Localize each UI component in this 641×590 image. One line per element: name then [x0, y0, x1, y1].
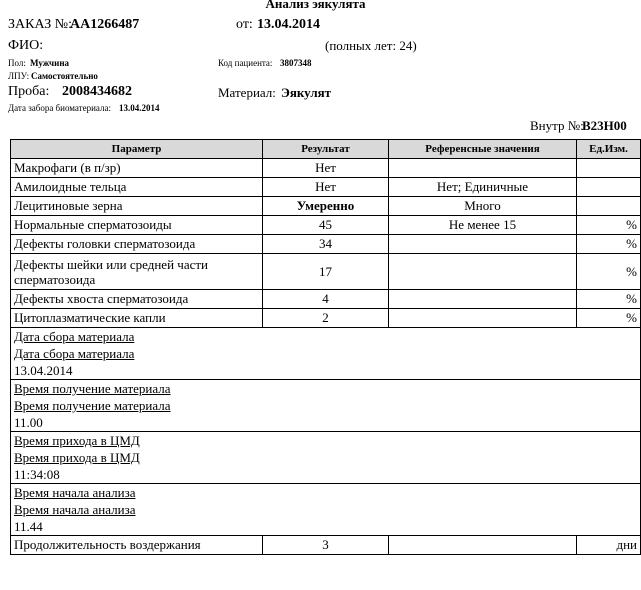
- unit-cell: %: [577, 216, 641, 235]
- internal-label: Внутр №:: [530, 118, 584, 133]
- param-cell: Лецитиновые зерна: [11, 197, 263, 216]
- info-label: Время получение материала: [14, 381, 171, 396]
- column-header-param: Параметр: [11, 140, 263, 159]
- param-cell: Дефекты шейки или средней части сперматозоида: [11, 254, 263, 290]
- sample-label: Проба:: [8, 84, 50, 99]
- material-label: Материал:: [218, 85, 276, 100]
- table-row: [11, 536, 641, 555]
- patient-code-value: 3807348: [280, 58, 312, 68]
- info-value: 11:34:08: [14, 467, 60, 482]
- material-value: Эякулят: [281, 85, 332, 100]
- reference-cell: [389, 536, 577, 555]
- param-cell: Продолжительность воздержания: [11, 536, 263, 555]
- unit-cell: %: [577, 235, 641, 254]
- reference-cell: [389, 159, 577, 178]
- info-row: [11, 328, 641, 380]
- table-row: [11, 159, 641, 178]
- table-row: [11, 309, 641, 328]
- result-cell: 2: [263, 309, 389, 328]
- reference-cell: Нет; Единичные: [389, 178, 577, 197]
- date-value: 13.04.2014: [257, 17, 320, 32]
- unit-cell: [577, 159, 641, 178]
- reference-cell: Много: [389, 197, 577, 216]
- info-row: [11, 432, 641, 484]
- info-row: [11, 484, 641, 536]
- table-row: [11, 235, 641, 254]
- reference-cell: [389, 254, 577, 290]
- order-label: ЗАКАЗ №:: [8, 17, 72, 32]
- info-label: Время прихода в ЦМД: [14, 433, 140, 448]
- collection-date-label: Дата забора биоматериала:: [8, 103, 111, 113]
- info-block-analysis-start: [11, 484, 641, 536]
- unit-cell: дни: [577, 536, 641, 555]
- table-header-row: [11, 140, 641, 159]
- unit-cell: %: [577, 254, 641, 290]
- info-label: Время начала анализа: [14, 502, 136, 517]
- table-row: [11, 178, 641, 197]
- info-value: 11.00: [14, 415, 43, 430]
- lpu-label: ЛПУ:: [8, 71, 30, 81]
- result-cell: Нет: [263, 178, 389, 197]
- param-cell: Нормальные сперматозоиды: [11, 216, 263, 235]
- info-label: Дата сбора материала: [14, 346, 135, 361]
- table-row: [11, 254, 641, 290]
- sample-value: 2008434682: [62, 84, 132, 99]
- param-cell: Цитоплазматические капли: [11, 309, 263, 328]
- info-row: [11, 380, 641, 432]
- reference-cell: Не менее 15: [389, 216, 577, 235]
- column-header-unit: Ед.Изм.: [577, 140, 641, 159]
- result-cell: Нет: [263, 159, 389, 178]
- unit-cell: %: [577, 290, 641, 309]
- table-row: [11, 216, 641, 235]
- results-table: [10, 139, 641, 555]
- info-value: 13.04.2014: [14, 363, 73, 378]
- sex-label: Пол:: [8, 58, 26, 68]
- unit-cell: [577, 178, 641, 197]
- reference-cell: [389, 290, 577, 309]
- info-label: Время начала анализа: [14, 485, 136, 500]
- patient-code-label: Код пациента:: [218, 58, 273, 68]
- age-text: (полных лет: 24): [325, 38, 417, 53]
- table-row: [11, 290, 641, 309]
- result-cell: 4: [263, 290, 389, 309]
- date-label: от:: [236, 17, 253, 32]
- fio-label: ФИО:: [8, 38, 44, 53]
- unit-cell: [577, 197, 641, 216]
- info-value: 11.44: [14, 519, 43, 534]
- info-label: Время прихода в ЦМД: [14, 450, 140, 465]
- reference-cell: [389, 235, 577, 254]
- lpu-value: Самостоятельно: [31, 71, 98, 81]
- internal-value: B23H00: [582, 118, 627, 133]
- info-block-receipt-time: [11, 380, 641, 432]
- page-title: Анализ эякулята: [265, 0, 366, 11]
- param-cell: Амилоидные тельца: [11, 178, 263, 197]
- sex-value: Мужчина: [30, 58, 70, 68]
- column-header-reference: Референсные значения: [389, 140, 577, 159]
- param-cell: Макрофаги (в п/зр): [11, 159, 263, 178]
- column-header-result: Результат: [263, 140, 389, 159]
- result-cell: 3: [263, 536, 389, 555]
- info-label: Дата сбора материала: [14, 329, 135, 344]
- info-label: Время получение материала: [14, 398, 171, 413]
- result-cell: 34: [263, 235, 389, 254]
- info-block-arrival-time: [11, 432, 641, 484]
- reference-cell: [389, 309, 577, 328]
- result-cell: 17: [263, 254, 389, 290]
- collection-date-value: 13.04.2014: [119, 103, 160, 113]
- param-cell: Дефекты хвоста сперматозоида: [11, 290, 263, 309]
- param-cell: Дефекты головки сперматозоида: [11, 235, 263, 254]
- result-cell: 45: [263, 216, 389, 235]
- order-number: AA1266487: [70, 17, 140, 32]
- info-block-collection-date: [11, 328, 641, 380]
- result-cell: Умеренно: [263, 197, 389, 216]
- unit-cell: %: [577, 309, 641, 328]
- table-row: [11, 197, 641, 216]
